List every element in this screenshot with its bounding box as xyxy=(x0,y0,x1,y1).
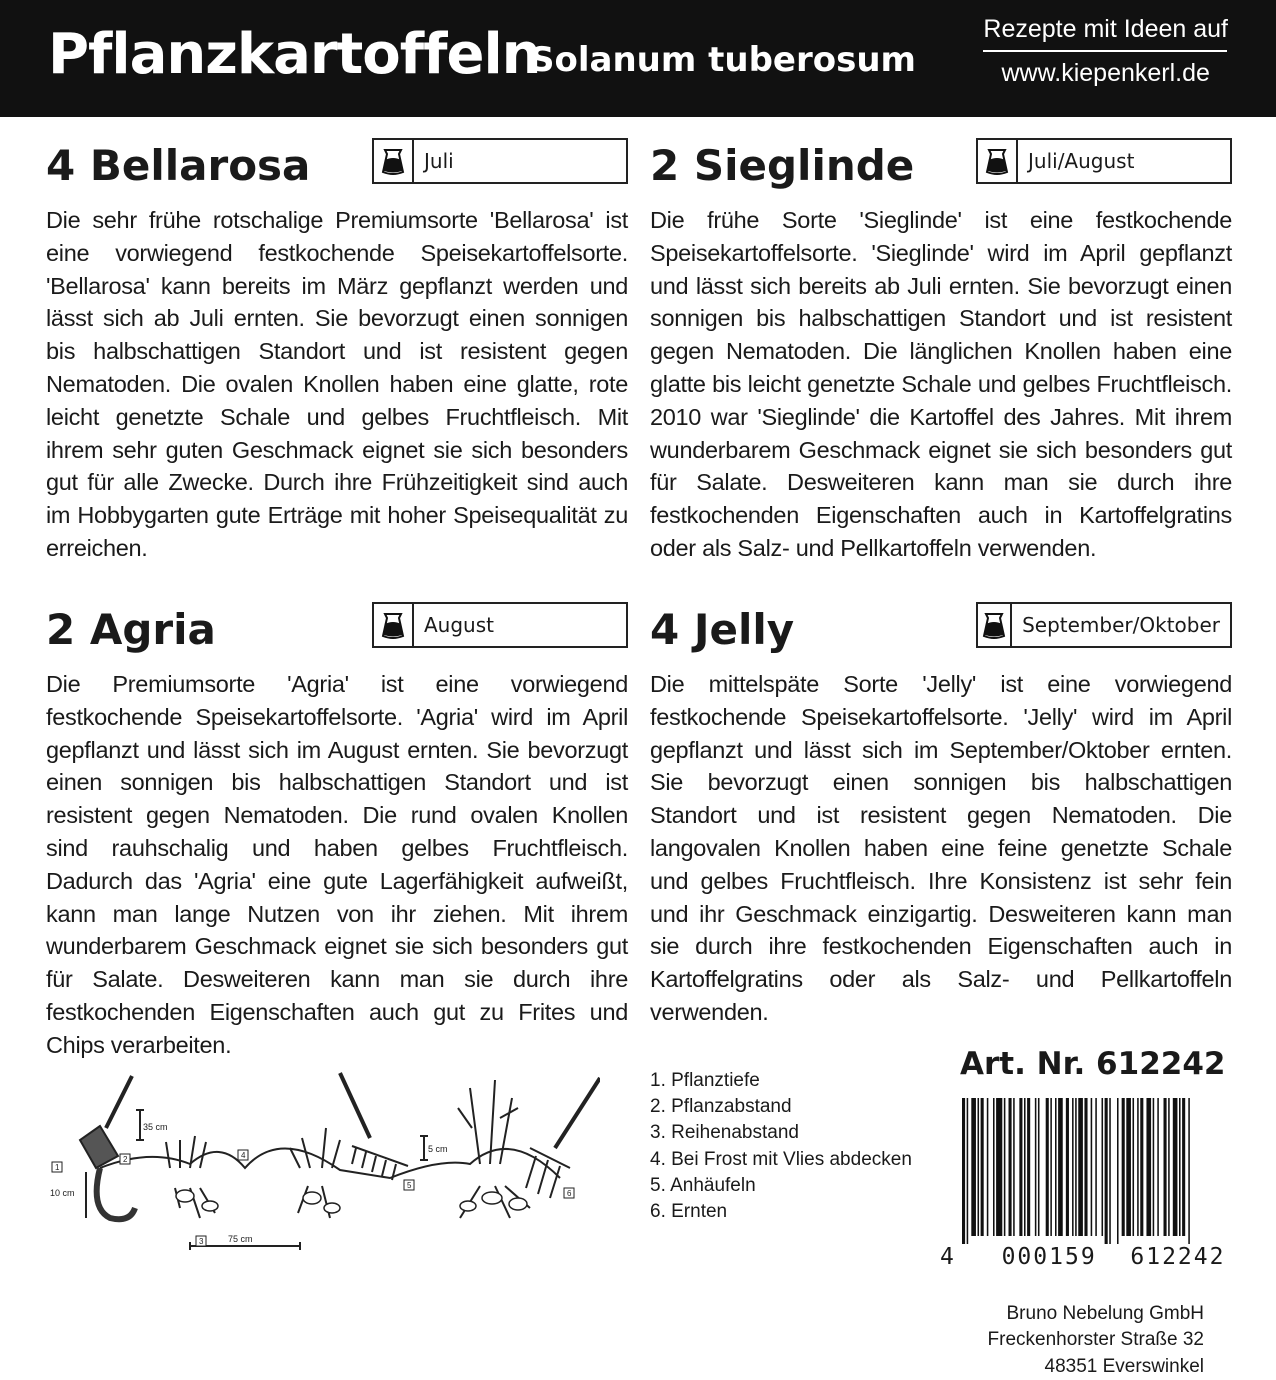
svg-text:2: 2 xyxy=(123,1155,128,1164)
planting-illustration xyxy=(40,1068,600,1268)
barcode-bar xyxy=(1179,1098,1181,1236)
barcode-bar xyxy=(1133,1098,1135,1236)
barcode-bar xyxy=(1027,1098,1030,1236)
promo-line: Rezepte mit Ideen auf xyxy=(983,15,1228,43)
barcode-bar xyxy=(1084,1098,1087,1236)
page-title: Pflanzkartoffeln xyxy=(48,22,541,87)
depth-label: 35 cm xyxy=(143,1122,168,1132)
legend-item: 1. Pflanztiefe xyxy=(650,1070,760,1091)
barcode-bar xyxy=(1126,1098,1131,1236)
company-name: Bruno Nebelung GmbH xyxy=(1006,1303,1204,1324)
barcode-bar xyxy=(967,1098,969,1244)
ean-right: 612242 xyxy=(1130,1244,1226,1270)
promo-divider xyxy=(983,50,1227,52)
harvest-bag-icon xyxy=(374,604,414,646)
harvest-bag-icon xyxy=(978,604,1012,646)
barcode-bar xyxy=(1050,1098,1052,1236)
barcode-bar xyxy=(1137,1098,1139,1236)
marker-3 xyxy=(196,1236,206,1246)
plant-depth-label: 10 cm xyxy=(50,1188,75,1198)
barcode-bar xyxy=(1055,1098,1057,1236)
barcode-bar xyxy=(1173,1098,1178,1236)
barcode-bar xyxy=(1109,1098,1111,1244)
svg-text:6: 6 xyxy=(567,1189,572,1198)
harvest-bag-icon xyxy=(978,140,1018,182)
marker-5 xyxy=(404,1180,414,1190)
barcode-bar xyxy=(981,1098,984,1236)
barcode-bar xyxy=(1013,1098,1015,1236)
legend-item: 3. Reihenabstand xyxy=(650,1122,799,1144)
barcode-bar xyxy=(1019,1098,1022,1236)
barcode-bar xyxy=(1038,1098,1040,1236)
legend-item: 2. Pflanzabstand xyxy=(650,1096,792,1118)
barcode-bar xyxy=(1091,1098,1093,1236)
variety-name: 4 Bellarosa xyxy=(46,141,311,190)
variety-description: Die frühe Sorte 'Sieglinde' ist eine festkochende Speisekartoffelsorte. 'Sieglinde' wird im April gepflanzt und lässt sich bereits ab Juli ernten. Sie bevorzugt einen sonnigen bis halbschattigen Standort und ist resistent gegen Nematoden. Die länglichen Knollen haben eine glatte bis leicht genetzte Schale und gelbes Fruchtfleisch. 2010 war 'Sieglinde' die Kartoffel des Jahres. Mit ihrem wunderbarem Geschmack eignet sie sich besonders gut für Salate. Desweiteren kann man sie durch ihre festkochenden Eigenschaften auch in Kartoffelgratins oder als Salz- und Pellkartoffeln verwenden. xyxy=(650,207,1232,561)
barcode-bar xyxy=(1095,1098,1097,1236)
barcode-bar xyxy=(1058,1098,1063,1236)
svg-text:3: 3 xyxy=(199,1237,204,1246)
barcode-bar xyxy=(971,1098,976,1236)
harvest-month: Juli xyxy=(424,149,454,173)
legend-item: 6. Ernten xyxy=(650,1201,728,1223)
barcode-bar xyxy=(1004,1098,1006,1236)
barcode-bar xyxy=(1075,1098,1077,1236)
svg-text:4: 4 xyxy=(241,1151,246,1160)
barcode-bar xyxy=(1066,1098,1069,1236)
barcode-bar xyxy=(1024,1098,1026,1236)
barcode-bar xyxy=(1046,1098,1049,1236)
company-address xyxy=(988,1301,1204,1380)
header-bar xyxy=(0,0,1276,117)
marker-2 xyxy=(120,1154,130,1164)
promo-url[interactable]: www.kiepenkerl.de xyxy=(1001,59,1210,87)
article-number: Art. Nr. 612242 xyxy=(960,1046,1226,1082)
barcode-bar xyxy=(1078,1098,1083,1236)
barcode-bar xyxy=(1072,1098,1074,1236)
variety-description: Die Premiumsorte 'Agria' ist eine vorwiegend festkochende Speisekartoffelsorte. 'Agria' wird im April gepflanzt und lässt sich im August ernten. Sie bevorzugt einen sonnigen bis halbschattigen Standort und ist resistent gegen Nematoden. Die rund ovalen Knollen sind rauhschalig und haben gelbes Fruchtfleisch. Dadurch das 'Agria' eine gute Lagerfähigkeit aufweißt, kann man lange Nutzen von ihr ziehen. Mit ihrem wunderbarem Geschmack eignet sie sich besonders gut für Salate. Desweiteren kann man sie durch ihre festkochenden Eigenschaften auch gut zu Frites und Chips verarbeiten. xyxy=(46,671,628,1058)
variety-name: 2 Sieglinde xyxy=(650,141,915,190)
latin-name: Solanum tuberosum xyxy=(530,40,916,80)
ean-lead: 4 xyxy=(940,1244,956,1270)
svg-text:1: 1 xyxy=(55,1163,60,1172)
harvest-month: August xyxy=(424,613,494,637)
marker-6 xyxy=(564,1188,574,1198)
barcode-bar xyxy=(1168,1098,1170,1236)
barcode-bar xyxy=(1153,1098,1155,1236)
svg-text:5: 5 xyxy=(407,1181,412,1190)
barcode-bar xyxy=(1146,1098,1151,1236)
promo-block xyxy=(983,14,1228,88)
barcode-bar xyxy=(987,1098,989,1236)
ean-digits xyxy=(940,1244,1226,1270)
legend-item: 4. Bei Frost mit Vlies abdecken xyxy=(650,1148,912,1170)
marker-4 xyxy=(238,1150,248,1160)
barcode-bar xyxy=(993,1098,995,1236)
barcode-bar xyxy=(1140,1098,1143,1236)
barcode-bar xyxy=(1105,1098,1108,1244)
mound-label: 5 cm xyxy=(428,1144,448,1154)
row-spacing-label: 75 cm xyxy=(228,1234,253,1244)
ean-left: 000159 xyxy=(1001,1244,1097,1270)
barcode-bar xyxy=(1035,1098,1037,1236)
barcode-bar xyxy=(1157,1098,1159,1236)
barcode-bar xyxy=(1182,1098,1185,1236)
harvest-month: September/Oktober xyxy=(1022,613,1220,637)
barcode-bar xyxy=(1117,1098,1119,1244)
variety-description: Die sehr frühe rotschalige Premiumsorte 'Bellarosa' ist eine vorwiegend festkochende Speisekartoffelsorte. 'Bellarosa' kann bereits im März gepflanzt werden und lässt sich ab Juli ernten. Sie bevorzugt einen sonnigen bis halbschattigen Standort und ist resistent gegen Nematoden. Die ovalen Knollen haben eine glatte, rote leicht genetzte Schale und gelbes Fruchtfleisch. Mit ihrem sehr guten Geschmack eignet sie sich besonders gut für alle Zwecke. Durch ihre Frühzeitigkeit sind auch im Hobbygarten gute Erträge mit hoher Speisequalität zu erreichen. xyxy=(46,207,628,561)
barcode-bar xyxy=(996,1098,1002,1236)
barcode-bar xyxy=(978,1098,980,1236)
harvest-bag-icon xyxy=(374,140,414,182)
barcode-bar xyxy=(1102,1098,1104,1236)
company-city: 48351 Everswinkel xyxy=(1044,1355,1204,1377)
barcode-bar xyxy=(1188,1098,1190,1244)
harvest-badge xyxy=(372,138,628,184)
marker-1 xyxy=(52,1162,62,1172)
company-street: Freckenhorster Straße 32 xyxy=(987,1329,1204,1351)
variety-name: 2 Agria xyxy=(46,605,216,654)
variety-name: 4 Jelly xyxy=(650,605,795,654)
harvest-badge xyxy=(976,602,1232,648)
barcode-bar xyxy=(1122,1098,1125,1236)
harvest-month: Juli/August xyxy=(1028,149,1135,173)
legend-item: 5. Anhäufeln xyxy=(650,1174,756,1196)
barcode-image xyxy=(940,1098,1200,1244)
variety-description: Die mittelspäte Sorte 'Jelly' ist eine vorwiegend festkochende Speisekartoffelsorte. 'Jelly' wird im April gepflanzt und lässt sich im September/Oktober ernten. Sie bevorzugt einen sonnigen bis halbschattigen Standort und ist resistent gegen Nematoden. Die langovalen Knollen haben eine feine genetzte Schale und gelbes Fruchtfleisch. Ihre Konsistenz ist sehr fein und ihr Geschmack einzigartig. Desweiteren kann man sie durch ihre festkochenden Eigenschaften auch in Kartoffelgratins oder als Salz- und Pellkartoffeln verwenden. xyxy=(650,671,1232,1025)
barcode-bar xyxy=(962,1098,965,1244)
harvest-badge xyxy=(976,138,1232,184)
barcode-bar xyxy=(1164,1098,1167,1236)
barcode-bar xyxy=(1009,1098,1012,1236)
planting-legend xyxy=(650,1068,912,1225)
harvest-badge xyxy=(372,602,628,648)
